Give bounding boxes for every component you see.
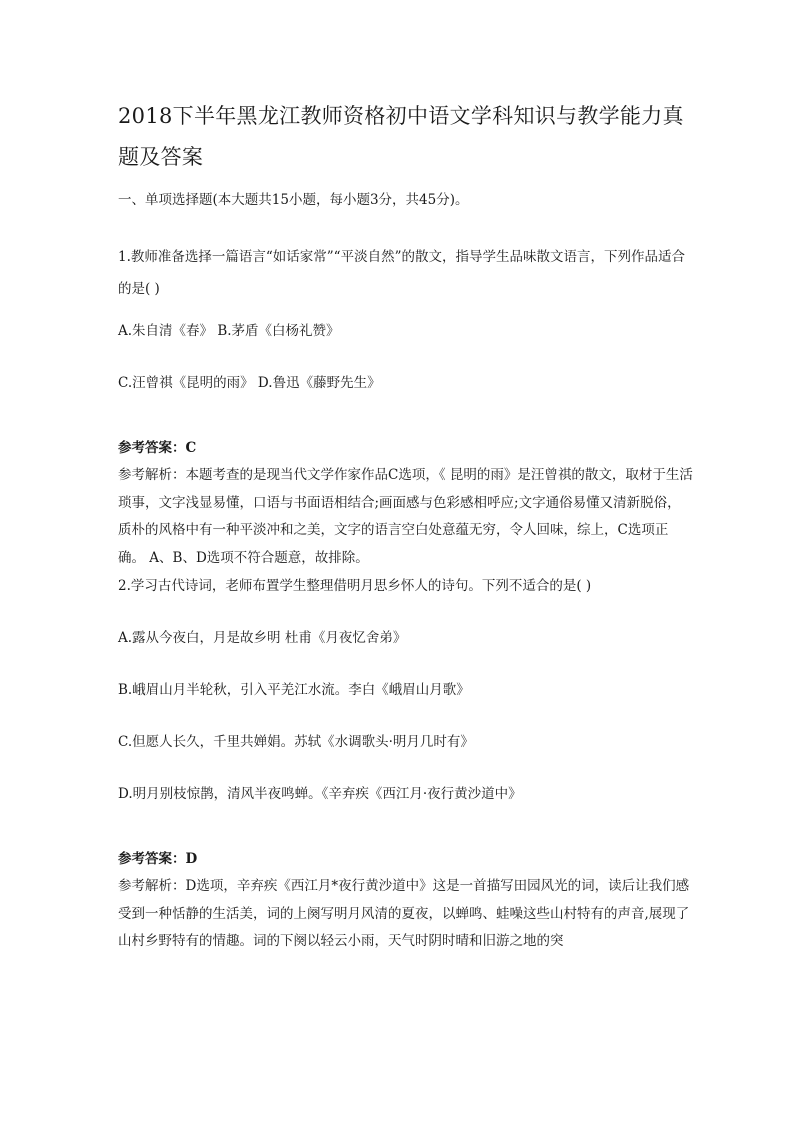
section-heading: 一、单项选择题(本大题共15小题，每小题3分，共45分)。 [118, 192, 469, 208]
question-1-option-ab: A.朱自清《春》 B.茅盾《白杨礼赞》 [118, 323, 340, 339]
question-1-analysis: 参考解析：本题考查的是现当代文学作家作品C选项，《 昆明的雨》是汪曾祺的散文，取材于生活琐事，文字浅显易懂，口语与书面语相结合;画面感与色彩感相呼应;文字通俗易懂又清新脱俗，质朴的风格中有一种平淡冲和之美，文字的语言空白处意蕴无穷，令人回味，综上，C选项正确。 A、B、D选项不符合题意，故排除。 [118, 467, 693, 566]
question-2-option-a: A.露从今夜白，月是故乡明 杜甫《月夜忆舍弟》 [118, 630, 407, 646]
question-1-stem: 1.教师准备选择一篇语言“如话家常”“平淡自然”的散文，指导学生品味散文语言，下列作品适合的是( ) [118, 249, 685, 297]
question-1-option-cd: C.汪曾祺《昆明的雨》 D.鲁迅《藤野先生》 [118, 375, 381, 391]
question-2-answer: 参考答案：D [118, 851, 198, 867]
question-1-answer: 参考答案：C [118, 440, 197, 456]
question-2-option-b: B.峨眉山月半轮秋，引入平羌江水流。李白《峨眉山月歌》 [118, 682, 470, 698]
document-title: 2018下半年黑龙江教师资格初中语文学科知识与教学能力真题及答案 [118, 104, 684, 169]
question-2-option-c: C.但愿人长久，千里共婵娟。苏轼《水调歌头·明月几时有》 [118, 734, 474, 750]
question-2-analysis: 参考解析：D选项，辛弃疾《西江月*夜行黄沙道中》这是一首描写田园风光的词，读后让我们感受到一种恬静的生活美，词的上阕写明月风清的夏夜，以蝉鸣、蛙噪这些山村特有的声音,展现了山村乡野特有的情趣。词的下阕以轻云小雨，天气时阴时晴和旧游之地的突 [118, 878, 690, 949]
question-2-option-d: D.明月别枝惊鹊，清风半夜鸣蝉。《辛弃疾《西江月·夜行黄沙道中》 [118, 786, 522, 802]
question-2-stem: 2.学习古代诗词，老师布置学生整理借明月思乡怀人的诗句。下列不适合的是( ) [118, 578, 592, 594]
